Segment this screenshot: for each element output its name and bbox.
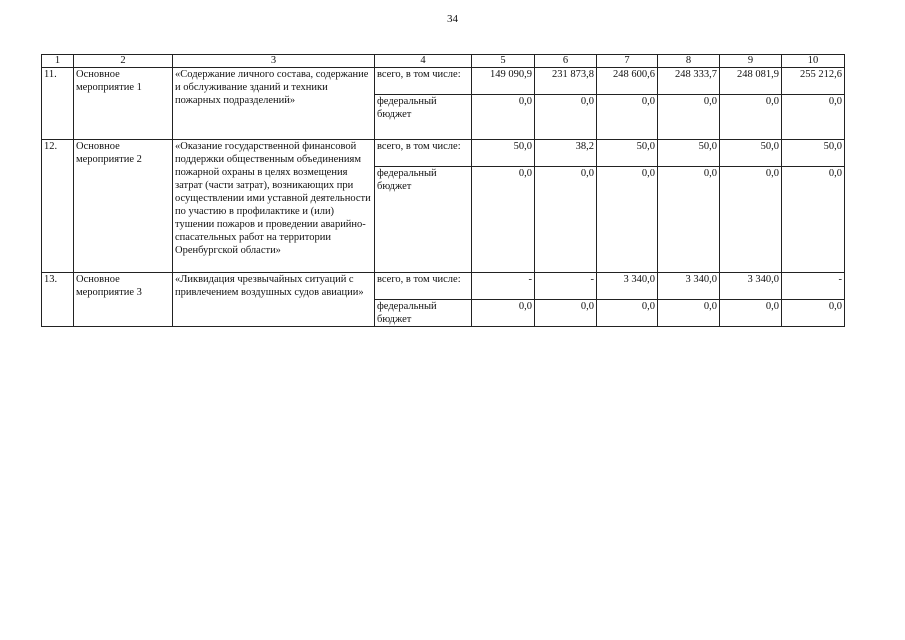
measure-type: Основное мероприятие 2: [74, 140, 173, 273]
federal-value: 0,0: [597, 167, 658, 273]
source-federal-label: федеральный бюджет: [375, 300, 472, 327]
federal-value: 0,0: [472, 300, 535, 327]
federal-value: 0,0: [535, 167, 597, 273]
total-value: 248 081,9: [720, 68, 782, 95]
table-row: [42, 140, 845, 167]
total-value: 255 212,6: [782, 68, 845, 95]
column-header: 3: [173, 55, 375, 68]
federal-value: 0,0: [782, 95, 845, 140]
total-value: -: [472, 273, 535, 300]
federal-value: 0,0: [782, 300, 845, 327]
federal-value: 0,0: [658, 300, 720, 327]
measure-name: «Оказание государственной финансовой поддержки общественным объединениям пожарной охраны в целях возмещения затрат (части затрат), возникающих при осуществлении ими уставной деятельности по участию в профилактике и (или) тушении пожаров и проведении аварийно-спасательных работ на территории Оренбургской области»: [173, 140, 375, 273]
federal-value: 0,0: [658, 95, 720, 140]
federal-value: 0,0: [472, 167, 535, 273]
total-value: 50,0: [720, 140, 782, 167]
federal-value: 0,0: [535, 300, 597, 327]
measure-type: Основное мероприятие 3: [74, 273, 173, 327]
federal-value: 0,0: [720, 300, 782, 327]
total-value: 248 600,6: [597, 68, 658, 95]
source-federal-label: федеральный бюджет: [375, 95, 472, 140]
federal-value: 0,0: [720, 95, 782, 140]
column-header: 9: [720, 55, 782, 68]
measure-name: «Содержание личного состава, содержание и обслуживание зданий и техники пожарных подразделений»: [173, 68, 375, 140]
total-value: 50,0: [658, 140, 720, 167]
federal-value: 0,0: [720, 167, 782, 273]
column-header: 1: [42, 55, 74, 68]
row-number: 13.: [42, 273, 74, 327]
federal-value: 0,0: [658, 167, 720, 273]
total-value: 231 873,8: [535, 68, 597, 95]
measure-type: Основное мероприятие 1: [74, 68, 173, 140]
row-number: 11.: [42, 68, 74, 140]
page-number: 34: [447, 13, 458, 25]
source-federal-label: федеральный бюджет: [375, 167, 472, 273]
header-row: [42, 55, 845, 68]
column-header: 5: [472, 55, 535, 68]
total-value: 50,0: [782, 140, 845, 167]
column-header: 2: [74, 55, 173, 68]
federal-value: 0,0: [597, 95, 658, 140]
federal-value: 0,0: [535, 95, 597, 140]
budget-table: [41, 54, 845, 327]
total-value: 3 340,0: [720, 273, 782, 300]
total-value: 248 333,7: [658, 68, 720, 95]
column-header: 8: [658, 55, 720, 68]
source-total-label: всего, в том числе:: [375, 273, 472, 300]
federal-value: 0,0: [472, 95, 535, 140]
source-total-label: всего, в том числе:: [375, 140, 472, 167]
column-header: 6: [535, 55, 597, 68]
total-value: -: [535, 273, 597, 300]
federal-value: 0,0: [597, 300, 658, 327]
total-value: 38,2: [535, 140, 597, 167]
total-value: 50,0: [597, 140, 658, 167]
table-row: [42, 273, 845, 300]
column-header: 10: [782, 55, 845, 68]
column-header: 4: [375, 55, 472, 68]
total-value: 50,0: [472, 140, 535, 167]
row-number: 12.: [42, 140, 74, 273]
total-value: 149 090,9: [472, 68, 535, 95]
table-row: [42, 68, 845, 95]
column-header: 7: [597, 55, 658, 68]
source-total-label: всего, в том числе:: [375, 68, 472, 95]
total-value: 3 340,0: [597, 273, 658, 300]
federal-value: 0,0: [782, 167, 845, 273]
measure-name: «Ликвидация чрезвычайных ситуаций с привлечением воздушных судов авиации»: [173, 273, 375, 327]
total-value: 3 340,0: [658, 273, 720, 300]
total-value: -: [782, 273, 845, 300]
